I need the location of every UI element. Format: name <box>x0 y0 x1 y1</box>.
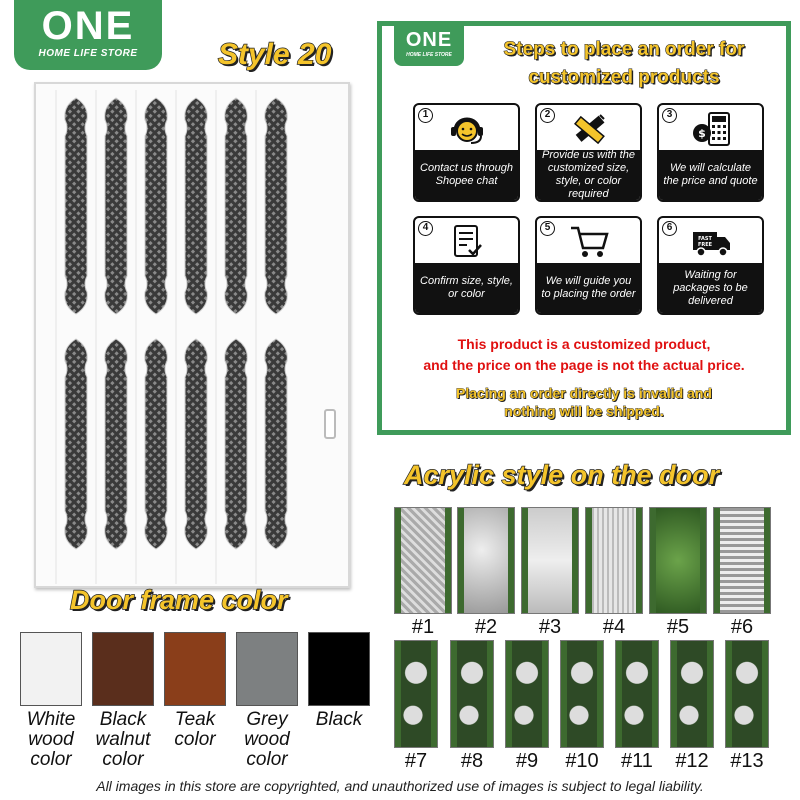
acrylic-sample-swatch <box>585 507 643 614</box>
frame-color-swatch <box>92 632 154 706</box>
step-card-1 <box>413 103 520 202</box>
support-agent-icon <box>445 109 489 149</box>
acrylic-sample-swatch <box>670 640 714 748</box>
step-card-2 <box>535 103 642 202</box>
step-text: Confirm size, style, or color <box>415 263 518 313</box>
step-card-6 <box>657 216 764 315</box>
door-acrylic-window <box>105 339 128 549</box>
acrylic-glass-pattern <box>656 508 700 613</box>
acrylic-sample-swatch <box>450 640 494 748</box>
acrylic-glass-pattern <box>401 641 431 747</box>
warning-line1: This product is a customized product, <box>457 336 711 352</box>
door-acrylic-window <box>225 98 248 314</box>
delivery-truck-icon <box>689 222 733 262</box>
acrylic-title: Acrylic style on the door <box>404 460 720 490</box>
acrylic-sample-number: #7 <box>404 750 428 772</box>
acrylic-sample-swatch <box>521 507 579 614</box>
acrylic-glass-pattern <box>592 508 636 613</box>
frame-color-label: Teak color <box>174 709 216 750</box>
door-acrylic-window <box>65 98 88 314</box>
brand-tagline: HOME LIFE STORE <box>38 48 138 59</box>
door-handle <box>324 409 336 439</box>
svg-text:$: $ <box>698 127 706 140</box>
frame-color-label: Grey wood color <box>244 709 290 770</box>
acrylic-sample-number: #1 <box>411 616 435 638</box>
step-text: Provide us with the customized size, style, or color required <box>537 150 640 200</box>
brand-name: ONE <box>41 4 135 48</box>
frame-color-title: Door frame color <box>70 585 288 615</box>
acrylic-sample-swatch <box>505 640 549 748</box>
door-acrylic-window <box>145 339 168 549</box>
checklist-icon <box>445 222 489 262</box>
order-steps-panel <box>377 21 791 435</box>
acrylic-sample-swatch <box>725 640 769 748</box>
door-acrylic-window <box>185 339 208 549</box>
step-card-3 <box>657 103 764 202</box>
step-card-4 <box>413 216 520 315</box>
brand-logo <box>14 0 162 70</box>
order-title-line2: customized products <box>528 67 720 88</box>
invalid-order-notice <box>382 384 786 420</box>
door-acrylic-window <box>105 98 128 314</box>
brand-name-small: ONE <box>405 29 453 51</box>
step-number: 1 <box>418 108 433 123</box>
notice-line2: nothing will be shipped. <box>504 403 664 419</box>
order-steps-title <box>474 36 774 92</box>
acrylic-sample-swatch <box>560 640 604 748</box>
step-number: 3 <box>662 108 677 123</box>
frame-color-swatch <box>164 632 226 706</box>
acrylic-sample-swatch <box>713 507 771 614</box>
door-acrylic-window <box>65 339 88 549</box>
pencil-ruler-icon <box>567 109 611 149</box>
acrylic-sample-swatch <box>457 507 515 614</box>
acrylic-sample-swatch <box>394 640 438 748</box>
acrylic-glass-pattern <box>720 508 764 613</box>
svg-text:FREE: FREE <box>697 242 713 248</box>
step-number: 4 <box>418 221 433 236</box>
brand-logo-small <box>394 22 464 66</box>
acrylic-sample-number: #13 <box>730 750 764 772</box>
frame-color-label: White wood color <box>26 709 76 770</box>
acrylic-glass-pattern <box>464 508 508 613</box>
svg-text:FAST: FAST <box>698 236 712 242</box>
step-text: Waiting for packages to be delivered <box>659 263 762 313</box>
acrylic-glass-pattern <box>401 508 445 613</box>
acrylic-sample-number: #2 <box>474 616 498 638</box>
order-title-line1: Steps to place an order for <box>503 39 745 60</box>
step-text: Contact us through Shopee chat <box>415 150 518 200</box>
style-title: Style 20 <box>218 38 332 71</box>
step-text: We will calculate the price and quote <box>659 150 762 200</box>
calculator-price-icon <box>689 109 733 149</box>
warning-line2: and the price on the page is not the actual price. <box>423 357 745 373</box>
frame-color-swatch <box>20 632 82 706</box>
step-number: 6 <box>662 221 677 236</box>
step-number: 2 <box>540 108 555 123</box>
acrylic-glass-pattern <box>512 641 542 747</box>
acrylic-sample-number: #6 <box>730 616 754 638</box>
frame-color-swatch <box>236 632 298 706</box>
shopping-cart-icon <box>567 222 611 262</box>
folding-door-image <box>34 82 350 588</box>
step-text: We will guide you to placing the order <box>537 263 640 313</box>
acrylic-sample-swatch <box>615 640 659 748</box>
acrylic-sample-number: #9 <box>515 750 539 772</box>
door-panels-drawing <box>36 84 352 590</box>
acrylic-sample-swatch <box>649 507 707 614</box>
acrylic-sample-number: #5 <box>666 616 690 638</box>
copyright-footer: All images in this store are copyrighted, and unauthorized use of images is subject to legal liability. <box>96 778 704 794</box>
acrylic-sample-number: #8 <box>460 750 484 772</box>
acrylic-glass-pattern <box>457 641 487 747</box>
acrylic-sample-number: #11 <box>621 750 653 772</box>
acrylic-sample-number: #4 <box>602 616 626 638</box>
acrylic-glass-pattern <box>732 641 762 747</box>
acrylic-sample-number: #3 <box>538 616 562 638</box>
door-acrylic-window <box>145 98 168 314</box>
acrylic-sample-swatch <box>394 507 452 614</box>
door-acrylic-window <box>265 339 288 549</box>
step-card-5 <box>535 216 642 315</box>
step-number: 5 <box>540 221 555 236</box>
frame-color-swatch <box>308 632 370 706</box>
acrylic-sample-number: #10 <box>565 750 599 772</box>
acrylic-glass-pattern <box>677 641 707 747</box>
acrylic-sample-number: #12 <box>675 750 709 772</box>
acrylic-glass-pattern <box>622 641 652 747</box>
brand-tagline-small: HOME LIFE STORE <box>406 52 452 58</box>
acrylic-glass-pattern <box>567 641 597 747</box>
custom-product-warning <box>382 334 786 376</box>
frame-color-label: Black walnut color <box>95 709 151 770</box>
notice-line1: Placing an order directly is invalid and <box>456 385 712 401</box>
door-acrylic-window <box>225 339 248 549</box>
door-acrylic-window <box>185 98 208 314</box>
frame-color-label: Black <box>315 709 363 730</box>
door-acrylic-window <box>265 98 288 314</box>
acrylic-glass-pattern <box>528 508 572 613</box>
